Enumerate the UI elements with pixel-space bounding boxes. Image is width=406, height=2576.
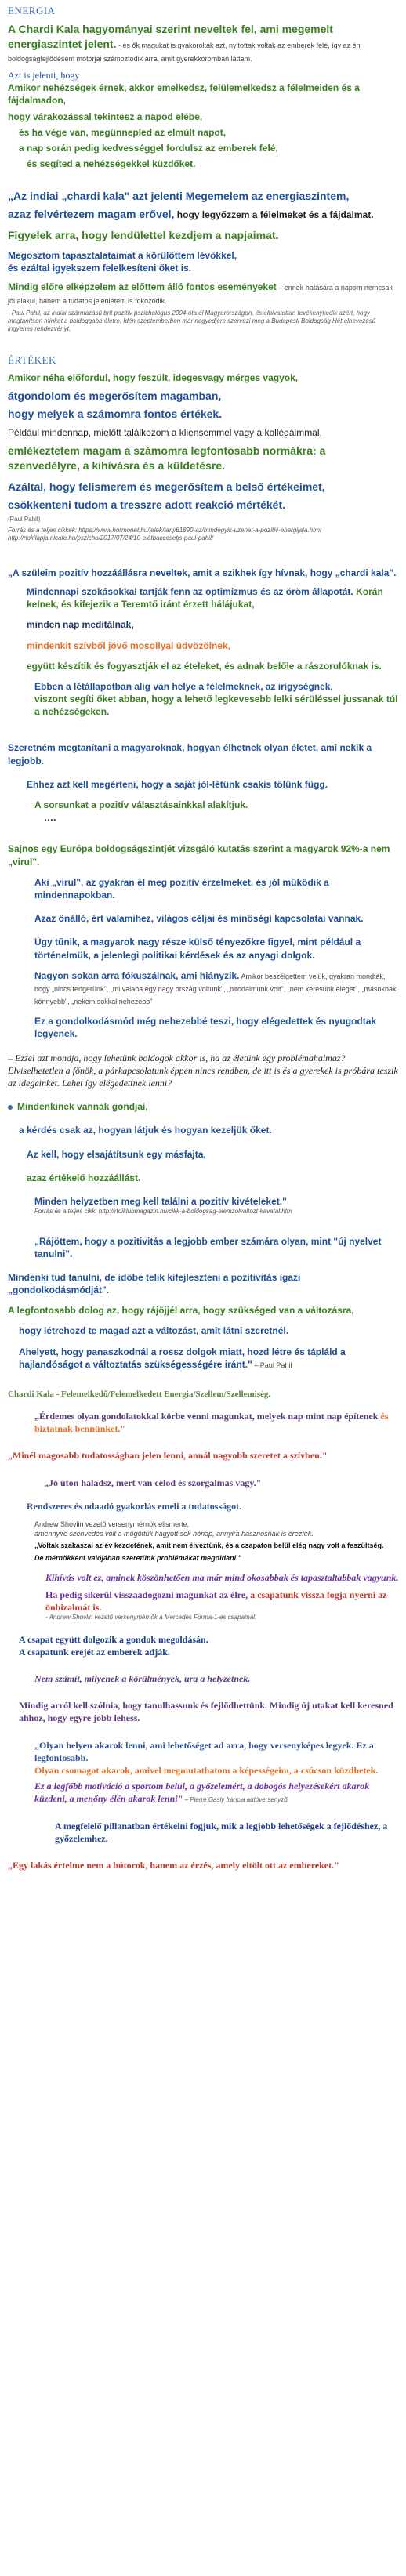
chardi-line-8: Mindig arról kell szólnia, hogy tanulhassunk és fejlődhettünk. Mindig új utakat kell keresned ahhoz, hogy egyre jobb lehess. [19, 1700, 393, 1724]
shovlin-source: - Andrew Shovlin vezető versenymérnök a Mercedes Forma-1-es csapatnál. [45, 1614, 257, 1621]
chardi-line-11: Ez a legfőbb motiváció a sportom belül, a győzelemért, a dobogós helyezésekért akarok küzdeni, a menőny élén akarok lenni" – Pierre Gasly francia autóversenyző [34, 1781, 370, 1805]
shovlin-line-4: De mérnökként valójában szeretünk problémákat megoldani." [34, 1554, 241, 1563]
chardi-line-7: Nem számít, milyenek a körülmények, ura a helyzetnek. [34, 1673, 251, 1685]
ertekek-line-3: hogy melyek a számomra fontos értékek. [8, 407, 223, 420]
szulo-line-6: Ebben a létállapotban alig van helye a félelmeknek, az irigységnek, [34, 680, 333, 692]
szeretnem-line-3: A sorsunkat a pozitív választásainkkal alakítjuk. [34, 799, 248, 811]
energia-line-1: Azt is jelenti, hogy [8, 69, 80, 81]
shovlin-block [8, 1520, 400, 1622]
bullet-icon [8, 1105, 13, 1110]
szeretnem-line-2: Ehhez azt kell megérteni, hogy a saját jól-létünk csakis tőlünk függ. [27, 778, 328, 790]
szeretnem-line-4: …. [44, 812, 56, 824]
ertekek-line-4: Például mindennap, mielőtt találkozom a kliensemmel vagy a kollégáimmal, [8, 426, 322, 438]
chardi-line-3: „Jó úton haladsz, mert van célod és szorgalmas vagy." [44, 1476, 262, 1488]
shovlin-line-2: ámennyire szenvedés volt a mögöttük hagyott sok hónap, annyira hasznosnak is érezték. [34, 1529, 314, 1538]
ertekek-source-2: http://nokilapja.nlcafe.hu/pszicho/2017/07/24/10-elétbaccesetjs-paul-pahil/ [8, 534, 213, 542]
chardi-line-2: „Minél magosabb tudatosságban jelen lenni, annál nagyobb szeretet a szívben." [8, 1450, 328, 1462]
energia-line-5: a nap során pedig kedvességgel fordulsz az emberek felé, [19, 142, 278, 154]
energia-line-3: hogy várakozással tekintesz a napod elébe, [8, 111, 203, 122]
energia-quote-2: azaz felvértezem magam erővel, hogy legyőzzem a félelmeket és a fájdalmat. [8, 208, 374, 221]
szulo-line-2: Mindennapi szokásokkal tartják fenn az optimizmus és az öröm állapotát. Korán kelnek, és kifejezik a Teremtő iránt érzett hálájukat, [27, 585, 383, 610]
ertekek-line-2: átgondolom és megerősítem magamban, [8, 389, 222, 403]
shovlin-line-3: „Voltak szakaszai az év kezdetének, amit nem élveztünk, és a csapaton belül elég nagy volt a feszültség. [34, 1542, 384, 1550]
chardi-line-10: Olyan csomagot akarok, amivel megmutathatom a képességeim, a csúcson küzdhetek. [34, 1764, 379, 1776]
chardi-line-5: A csapat együtt dolgozik a gondok megoldásán. [19, 1633, 208, 1645]
vizsgalo-line-12: Minden helyzetben meg kell találni a pozitív kivételeket." [34, 1195, 287, 1207]
energia-line-6: és segíted a nehézségekkel küzdőket. [27, 158, 196, 170]
energia-note: - Paul Pahil, az indiai származású brit pozitív pszichológus 2004-óta él Magyarországon, és elhivatottan tevékenykedik azért, hogy megtanítson minket a boldoggabb életre. Idén szeptemberben már negyedjére szervezi meg a Budapesti Boldogság Hét elnevezésű ingyenes rendezvényt. [8, 309, 376, 333]
ertekek-line-5: emlékeztetem magam a számomra legfontosabb normákra: a szenvedélyre, a kihívásra és a küldetésre. [8, 444, 326, 472]
vizsgalo-line-8: Mindenkinek vannak gondjai, [8, 1100, 400, 1113]
rajottem-line-4: hogy létrehozd te magad azt a változást, amit látni szeretnél. [19, 1325, 289, 1337]
vizsgalo-line-10: Az kell, hogy elsajátítsunk egy másfajta, [27, 1148, 206, 1160]
energia-quote-6: Mindig előre elképzelem az előttem álló fontos eseményeket – ennek hatására a napom nemcsak jól alakul, hanem a tudatos jelenlétem is fokozódik. [8, 281, 393, 305]
szulo-line-1: „A szüleim pozitív hozzáállásra neveltek, amit a szikhek így hívnak, hogy „chardi kala". [8, 567, 397, 578]
section-heading-energia: ENERGIA [8, 5, 56, 16]
energia-quote-5: és ezáltal igyekszem felelkesíteni őket is. [8, 263, 192, 274]
section-heading-ertekek: ÉRTÉKEK [8, 353, 56, 366]
shovlin-line-6: Ha pedig sikerül visszaadogozni magunkat az élre, a csapatunk vissza fogja nyerni az önbizalmát is. [45, 1589, 387, 1614]
rajottem-line-1: „Rájöttem, hogy a pozitivitás a legjobb ember számára olyan, mint "új nyelvet tanulni". [34, 1235, 382, 1259]
vizsgalo-line-7: – Ezzel azt mondja, hogy lehetünk boldogok akkor is, ha az életünk egy problémahalmaz? Elviselhetetlen a főnök, a párkapcsolatunk éppen nincs rendben, de itt is és a gyerekek is próbára teszik az idegeinket. Lehet így elégedettnek lenni? [8, 1052, 398, 1089]
ertekek-line-1: Amikor néha előfordul, hogy feszült, idegesvagy mérges vagyok, [8, 371, 299, 383]
ertekek-source-1: Forrás és a teljes cikkek: https://www.hormonet.hu/lelek/tanj/61890-az/mindegyik-uzenet-a-pozitiv-energijaja.html [8, 526, 321, 534]
energia-intro: A Chardi Kala hagyományai szerint neveltek fel, ami megemelt energiaszintet jelent. - és ők magukat is gyakorolták azt, nyitottak voltak az emberek felé, így az én boldogságfejlődésem motorjai számoztodik arra, amit gyerekkoromban láttam. [8, 23, 361, 63]
vizsgalo-line-3: Azaz önálló, ért valamihez, világos céljai és minőségi kapcsolatai vannak. [34, 913, 364, 925]
szulo-line-3: minden nap meditálnak, [27, 619, 134, 631]
chardi-section-title: Chardi Kala - Felemelkedő/Felemelkedett Energia/Szellem/Szellemiség. [8, 1389, 271, 1400]
energia-quote-3: Figyelek arra, hogy lendülettel kezdjem a napjaimat. [8, 229, 279, 242]
ertekek-line-7: csökkenteni tudom a tresszre adott reakció mértékét. [8, 498, 286, 511]
energia-quote-4: Megosztom tapasztalataimat a körülöttem lévőkkel, [8, 249, 237, 261]
szeretnem-line-1: Szeretném megtanítani a magyaroknak, hogyan élhetnek olyan életet, ami nekik a legjobb. [8, 742, 372, 766]
vizsgalo-line-11: azaz értékelő hozzáállást. [27, 1172, 141, 1183]
chardi-line-9: „Olyan helyen akarok lenni, ami lehetőséget ad arra, hogy versenyképes legyek. Ez a legfontosabb. [34, 1739, 374, 1763]
chardi-line-6: A csapatunk erejét az emberek adják. [19, 1646, 170, 1658]
vizsgalo-source: Forrás és a teljes cikk: http://rtdiklubmagazin.hu/cikk-a-boldogsag-elemzolvaltozt-kavatal.htm [34, 1208, 292, 1216]
vizsgalo-line-6: Ez a gondolkodásmód még nehezebbé teszi, hogy elégedettek és nyugodtak legyenek. [34, 1016, 377, 1040]
vizsgalo-line-2: Aki „virul", az gyakran él meg pozitív érzelmeket, és jól működik a mindennapokban. [34, 876, 329, 900]
szulo-line-4: mindenkit szívből jövő mosollyal üdvözölnek, [27, 639, 231, 651]
energia-quote-1: „Az indiai „chardi kala" azt jelenti Megemelem az energiaszintem, [8, 190, 350, 203]
chardi-line-1: „Érdemes olyan gondolatokkal körbe venni magunkat, melyek nap mint nap építenek és biztatnak bennünket." [34, 1411, 389, 1435]
rajottem-line-5: Ahelyett, hogy panaszkodnál a rossz dolgok miatt, hozd létre és tápláld a hajlandóságot a változtatás szükségességére iránt." – Paul Pahil [19, 1346, 346, 1370]
shovlin-line-1: Andrew Shovlin vezető versenymérnök elismerte, [34, 1520, 190, 1528]
energia-line-4: és ha vége van, megünnepled az elmúlt napot, [19, 126, 227, 138]
chardi-line-13: „Egy lakás értelme nem a bútorok, hanem az érzés, amely eltölt ott az embereket." [8, 1859, 339, 1871]
shovlin-line-5: Kihívás volt ez, aminek köszönhetően ma már mind okosabbak és tapasztaltabbak vagyunk. [45, 1571, 399, 1583]
ertekek-line-6: Azáltal, hogy felismerem és megerősítem a belső értékeimet, [8, 480, 325, 493]
rajottem-line-3: A legfontosabb dolog az, hogy rájöjjél arra, hogy szükséged van a változásra, [8, 1305, 354, 1317]
ertekek-author: (Paul Pahil) [8, 515, 41, 523]
chardi-line-12: A megfelelő pillanatban értékelni fogjuk, mik a legjobb lehetőségek a fejlődéshez, a győzelemhez. [55, 1820, 388, 1844]
vizsgalo-line-9: a kérdés csak az, hogyan látjuk és hogyan kezeljük őket. [19, 1125, 272, 1136]
vizsgalo-line-5: Nagyon sokan arra fókuszálnak, ami hiányzik. Amikor beszélgettem velük, gyakran mondták, hogy „nincs tengerünk", „mi valaha egy nagy ország voltunk", „birodalmunk volt", „nem keresünk eleget", „másoknak könnyebb", „nekem sokkal nehezebb" [34, 969, 397, 1006]
szulo-line-7: viszont segíti őket abban, hogy a lehető legkevesebb lelki sérüléssel jussanak túl a nehézségeken. [34, 694, 398, 718]
chardi-line-4: Rendszeres és odaadó gyakorlás emeli a tudatosságot. [27, 1500, 242, 1512]
szulo-line-5: együtt készítik és fogyasztják el az ételeket, és adnak belőle a rászorulóknak is. [27, 660, 382, 672]
rajottem-line-2: Mindenki tud tanulni, de időbe telik kifejleszteni a pozitivitás ígazi „gondolkodásmódját". [8, 1271, 301, 1296]
energia-line-2: Amikor nehézségek érnek, akkor emelkedsz, felülemelkedsz a félelmeiden és a fájdalmadon, [8, 82, 360, 107]
vizsgalo-line-4: Úgy tűnik, a magyarok nagy része külső tényezőkre figyel, mint például a történelmük, a jelenlegi politikai kérdések és az anyagi dolgok. [34, 937, 361, 961]
vizsgalo-line-1: Sajnos egy Európa boldogságszintjét vizsgáló kutatás szerint a magyarok 92%-a nem „virul". [8, 843, 390, 868]
